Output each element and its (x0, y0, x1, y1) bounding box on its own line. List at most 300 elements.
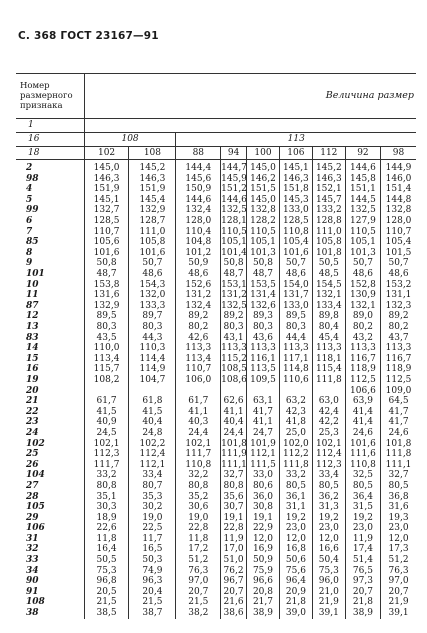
table-row (16, 502, 416, 513)
table-cell: 102,2 (129, 438, 176, 449)
table-cell: 50,8 (84, 258, 129, 269)
table-cell: 33,0 (247, 470, 280, 481)
table-cell: 152,8 (345, 280, 380, 291)
table-cell: 36,8 (381, 491, 416, 502)
table-cell: 112,3 (84, 449, 129, 460)
table-cell: 21,5 (84, 597, 129, 608)
row-number: 26 (26, 459, 39, 470)
table-row (16, 237, 416, 248)
table-row (16, 195, 416, 206)
table-cell: 114,4 (129, 354, 176, 365)
table-cell: 133,0 (279, 301, 312, 312)
table-cell: 38,2 (176, 608, 221, 619)
table-cell: 31,5 (345, 502, 380, 513)
row-number: 28 (26, 491, 39, 502)
table-cell (312, 385, 345, 396)
table-cell: 116,7 (381, 354, 416, 365)
table-cell: 131,4 (247, 290, 280, 301)
table-cell: 152,6 (176, 280, 221, 291)
table-cell: 41,8 (279, 417, 312, 428)
table-cell: 48,6 (381, 269, 416, 280)
table-cell: 132,5 (221, 205, 247, 216)
table-cell: 112,5 (381, 375, 416, 386)
table-cell: 105,1 (221, 237, 247, 248)
table-cell: 80,8 (221, 481, 247, 492)
table-cell: 38,9 (345, 608, 380, 619)
table-row (16, 205, 416, 216)
table-cell: 11,7 (129, 534, 176, 545)
table-cell: 45,4 (312, 333, 345, 344)
row-number-18: 18 (16, 147, 84, 160)
table-cell: 11,9 (345, 534, 380, 545)
table-cell: 110,3 (129, 343, 176, 354)
table-cell: 50,7 (129, 258, 176, 269)
table-cell: 110,0 (84, 343, 129, 354)
table-cell: 20,5 (84, 587, 129, 598)
row-number: 10 (26, 279, 39, 290)
table-cell: 41,5 (129, 407, 176, 418)
table-cell: 76,3 (176, 566, 221, 577)
group-113: 113 (176, 133, 416, 147)
table-cell: 111,6 (345, 449, 380, 460)
table-cell: 19,2 (312, 513, 345, 524)
table-cell: 50,9 (176, 258, 221, 269)
table-cell: 105,4 (279, 237, 312, 248)
table-cell: 62,6 (221, 396, 247, 407)
table-cell: 61,7 (176, 396, 221, 407)
table-cell: 145,8 (345, 174, 380, 185)
table-cell: 111,1 (221, 459, 247, 470)
table-row (16, 417, 416, 428)
table-row (16, 364, 416, 375)
table-cell: 131,1 (381, 290, 416, 301)
row-number: 27 (26, 480, 39, 491)
table-cell: 96,3 (129, 576, 176, 587)
table-cell: 50,7 (279, 258, 312, 269)
table-cell: 128,8 (312, 216, 345, 227)
table-cell: 19,0 (176, 513, 221, 524)
table-cell: 101,6 (84, 248, 129, 259)
table-cell: 132,1 (345, 301, 380, 312)
column-header: 108 (129, 147, 176, 160)
table-cell: 128,0 (176, 216, 221, 227)
table-cell: 151,4 (381, 184, 416, 195)
table-cell: 80,5 (345, 481, 380, 492)
table-cell: 24,4 (221, 428, 247, 439)
table-cell: 33,4 (129, 470, 176, 481)
table-cell: 48,7 (84, 269, 129, 280)
table-cell: 89,3 (247, 311, 280, 322)
table-row (16, 333, 416, 344)
table-cell: 51,4 (345, 555, 380, 566)
table-cell: 76,3 (381, 566, 416, 577)
table-cell: 38,5 (84, 608, 129, 619)
table-cell: 21,9 (381, 597, 416, 608)
table-cell (221, 385, 247, 396)
row-number: 9 (26, 258, 33, 269)
table-cell: 118,1 (312, 354, 345, 365)
table-cell: 39,1 (312, 608, 345, 619)
table-row (16, 460, 416, 471)
table-cell: 144,5 (345, 195, 380, 206)
table-cell: 101,4 (221, 247, 247, 258)
column-header: 112 (312, 147, 345, 160)
table-cell: 11,8 (84, 534, 129, 545)
table-cell: 128,5 (279, 216, 312, 227)
table-cell: 145,3 (279, 195, 312, 206)
row-number: 33 (26, 555, 39, 566)
table-cell: 101,6 (279, 248, 312, 259)
table-cell: 38,9 (247, 608, 280, 619)
table-cell: 21,7 (247, 597, 280, 608)
table-cell: 132,8 (381, 205, 416, 216)
table-cell: 20,7 (221, 587, 247, 598)
table-cell: 112,4 (312, 449, 345, 460)
table-cell: 64,5 (381, 396, 416, 407)
table-cell: 43,6 (247, 333, 280, 344)
value-title-header: Величина размер (84, 74, 416, 119)
row-number: 87 (26, 300, 39, 311)
table-cell: 112,2 (279, 449, 312, 460)
table-cell: 42,4 (312, 407, 345, 418)
table-cell: 24,8 (129, 428, 176, 439)
table-cell: 131,2 (176, 290, 221, 301)
table-cell: 105,8 (312, 237, 345, 248)
table-cell: 110,8 (176, 460, 221, 471)
table-row (16, 438, 416, 449)
table-cell: 41,7 (381, 407, 416, 418)
table-cell: 80,2 (381, 322, 416, 333)
row-number: 21 (26, 396, 39, 407)
table-cell: 110,5 (247, 227, 280, 238)
table-cell: 110,5 (221, 226, 247, 237)
table-cell: 63,0 (312, 396, 345, 407)
table-cell: 97,0 (176, 576, 221, 587)
table-cell: 48,6 (176, 269, 221, 280)
table-cell: 22,8 (176, 523, 221, 534)
table-cell: 50,5 (84, 555, 129, 566)
table-cell: 22,8 (221, 523, 247, 534)
table-row (16, 608, 416, 619)
table-cell: 101,8 (221, 438, 247, 449)
table-cell: 38,6 (221, 608, 247, 619)
table-cell: 25,3 (312, 428, 345, 439)
table-row (16, 513, 416, 524)
table-cell: 35,2 (176, 491, 221, 502)
table-cell: 108,5 (221, 364, 247, 375)
table-cell: 113,3 (247, 343, 280, 354)
table-cell: 113,3 (312, 343, 345, 354)
table-cell: 102,0 (279, 438, 312, 449)
table-cell: 105,1 (247, 237, 280, 248)
table-cell: 108,2 (84, 375, 129, 386)
table-cell: 101,5 (381, 248, 416, 259)
table-cell: 153,2 (381, 280, 416, 291)
table-row (16, 322, 416, 333)
table-cell: 132,5 (345, 205, 380, 216)
table-cell: 16,8 (279, 544, 312, 555)
table-cell: 17,4 (345, 544, 380, 555)
table-cell: 12,0 (279, 534, 312, 545)
table-cell: 20,7 (381, 587, 416, 598)
table-cell: 21,6 (221, 597, 247, 608)
size-table (16, 73, 416, 619)
row-number: 15 (26, 353, 39, 364)
table-cell: 75,3 (312, 566, 345, 577)
table-cell: 22,6 (84, 523, 129, 534)
table-cell: 50,6 (279, 555, 312, 566)
table-cell: 30,2 (129, 502, 176, 513)
column-header: 88 (176, 147, 221, 160)
row-number: 8 (26, 247, 33, 258)
row-number: 90 (26, 576, 39, 587)
table-cell: 118,9 (381, 364, 416, 375)
table-cell: 42,3 (279, 407, 312, 418)
table-row (16, 470, 416, 481)
table-cell: 19,2 (279, 513, 312, 524)
table-cell: 111,1 (381, 460, 416, 471)
table-cell: 105,6 (84, 237, 129, 248)
table-cell: 43,7 (381, 333, 416, 344)
column-header: 94 (221, 147, 247, 160)
table-cell: 110,6 (279, 375, 312, 386)
table-cell: 114,9 (129, 364, 176, 375)
table-cell: 128,1 (221, 216, 247, 227)
table-cell: 111,7 (176, 449, 221, 460)
table-cell: 110,5 (345, 227, 380, 238)
table-cell: 25,0 (279, 428, 312, 439)
table-cell: 80,4 (312, 322, 345, 333)
table-row (16, 375, 416, 386)
table-cell: 31,3 (312, 502, 345, 513)
table-cell: 145,6 (176, 174, 221, 185)
table-cell (129, 385, 176, 396)
table-cell: 22,9 (247, 523, 280, 534)
table-row (16, 280, 416, 291)
row-number-16: 16 (16, 133, 84, 147)
table-cell: 80,2 (176, 322, 221, 333)
row-label-header: Номер размерного признака (16, 74, 84, 119)
table-cell: 151,8 (279, 184, 312, 195)
table-cell (176, 385, 221, 396)
table-cell: 146,2 (247, 174, 280, 185)
table-row (16, 481, 416, 492)
row-number: 2 (26, 163, 33, 174)
table-cell: 33,2 (84, 470, 129, 481)
table-cell: 17,0 (221, 544, 247, 555)
table-cell: 19,1 (221, 513, 247, 524)
table-cell: 24,6 (381, 428, 416, 439)
table-cell: 111,8 (312, 375, 345, 386)
table-cell: 133,2 (312, 205, 345, 216)
table-cell: 51,0 (221, 555, 247, 566)
table-cell: 30,6 (176, 502, 221, 513)
table-cell: 20,7 (176, 587, 221, 598)
table-cell: 40,4 (221, 417, 247, 428)
table-cell: 145,9 (221, 173, 247, 184)
table-cell: 113,3 (176, 343, 221, 354)
row-number: 91 (26, 586, 39, 597)
table-cell (84, 385, 129, 396)
table-cell: 38,7 (129, 608, 176, 619)
table-cell: 35,6 (221, 491, 247, 502)
table-cell: 132,8 (247, 205, 280, 216)
table-cell: 22,5 (129, 523, 176, 534)
table-cell: 21,5 (129, 597, 176, 608)
table-cell: 145,4 (129, 195, 176, 206)
table-cell: 145,1 (279, 160, 312, 174)
table-cell: 75,6 (279, 566, 312, 577)
table-cell: 17,2 (176, 544, 221, 555)
table-cell: 50,7 (381, 258, 416, 269)
table-row (16, 544, 416, 555)
table-cell: 146,3 (129, 174, 176, 185)
table-cell: 63,2 (279, 396, 312, 407)
row-number: 98 (26, 173, 39, 184)
table-cell: 112,1 (129, 460, 176, 471)
table-cell: 43,2 (345, 333, 380, 344)
table-cell: 151,9 (129, 184, 176, 195)
table-cell: 16,6 (312, 544, 345, 555)
page-header: С. 368 ГОСТ 23167—91 (18, 30, 159, 42)
row-number: 83 (26, 332, 39, 343)
table-cell: 33,4 (312, 470, 345, 481)
table-cell: 43,5 (84, 333, 129, 344)
table-row (16, 576, 416, 587)
table-cell: 50,4 (312, 555, 345, 566)
table-cell: 61,7 (84, 396, 129, 407)
table-cell: 145,2 (312, 160, 345, 174)
table-cell: 113,3 (279, 343, 312, 354)
table-cell: 111,8 (279, 460, 312, 471)
table-cell: 113,4 (84, 354, 129, 365)
table-cell: 105,4 (381, 237, 416, 248)
table-cell: 12,0 (381, 534, 416, 545)
table-cell: 102,1 (312, 438, 345, 449)
table-row (16, 301, 416, 312)
table-cell: 117,1 (279, 354, 312, 365)
table-row (16, 248, 416, 259)
table-cell: 50,8 (247, 258, 280, 269)
table-cell: 96,6 (247, 576, 280, 587)
table-cell: 41,7 (247, 407, 280, 418)
table-cell: 146,3 (279, 174, 312, 185)
table-cell: 23,0 (381, 523, 416, 534)
table-cell: 151,5 (247, 184, 280, 195)
table-cell: 80,5 (279, 481, 312, 492)
table-cell: 111,9 (221, 449, 247, 460)
table-cell: 101,6 (345, 438, 380, 449)
column-header: 100 (247, 147, 280, 160)
table-cell: 112,5 (345, 375, 380, 386)
table-cell: 30,3 (84, 502, 129, 513)
table-row (16, 227, 416, 238)
table-cell: 132,6 (247, 301, 280, 312)
table-cell: 35,1 (84, 491, 129, 502)
table-cell: 17,3 (381, 544, 416, 555)
table-cell: 44,4 (279, 333, 312, 344)
table-cell: 114,8 (279, 364, 312, 375)
table-cell: 105,1 (345, 237, 380, 248)
table-cell: 35,3 (129, 491, 176, 502)
table-cell: 61,8 (129, 396, 176, 407)
table-cell: 133,4 (312, 301, 345, 312)
table-cell: 18,9 (84, 513, 129, 524)
table-row (16, 597, 416, 608)
table-row (16, 396, 416, 407)
table-cell: 144,7 (221, 160, 247, 174)
table-cell: 145,7 (312, 195, 345, 206)
table-cell: 89,5 (84, 311, 129, 322)
table-row (16, 160, 416, 174)
table-cell: 96,8 (84, 576, 129, 587)
table-cell: 101,8 (312, 248, 345, 259)
table-cell: 63,9 (345, 396, 380, 407)
table-cell: 153,1 (221, 279, 247, 290)
table-cell: 12,0 (247, 534, 280, 545)
column-header: 92 (345, 147, 380, 160)
table-cell: 63,1 (247, 396, 280, 407)
table-cell: 133,0 (279, 205, 312, 216)
table-cell: 24,7 (247, 428, 280, 439)
table-row (16, 523, 416, 534)
table-cell: 80,2 (345, 322, 380, 333)
table-cell: 111,8 (381, 449, 416, 460)
table-cell: 32,7 (381, 470, 416, 481)
table-cell: 150,9 (176, 184, 221, 195)
table-cell: 110,4 (176, 227, 221, 238)
table-cell: 113,3 (345, 343, 380, 354)
table-row (16, 354, 416, 365)
table-row (16, 449, 416, 460)
row-number-1-fill (84, 119, 416, 133)
table-cell: 106,0 (176, 375, 221, 386)
row-number: 11 (26, 290, 39, 301)
table-cell: 111,0 (129, 227, 176, 238)
table-cell: 31,6 (381, 502, 416, 513)
row-number: 102 (26, 438, 45, 449)
table-cell: 80,3 (221, 322, 247, 333)
table-cell: 89,2 (176, 311, 221, 322)
table-cell: 151,2 (221, 184, 247, 195)
row-number: 38 (26, 608, 39, 619)
table-cell: 80,5 (381, 481, 416, 492)
table-cell: 12,0 (312, 534, 345, 545)
table-row (16, 491, 416, 502)
row-number: 25 (26, 449, 39, 460)
table-cell: 19,2 (345, 513, 380, 524)
table-cell: 111,0 (312, 227, 345, 238)
table-cell: 16,5 (129, 544, 176, 555)
table-cell: 132,9 (129, 205, 176, 216)
table-row (16, 566, 416, 577)
table-cell: 154,3 (129, 280, 176, 291)
table-cell: 102,1 (84, 438, 129, 449)
table-cell (279, 385, 312, 396)
table-cell: 128,5 (84, 216, 129, 227)
table-cell: 118,9 (345, 364, 380, 375)
table-cell: 96,4 (279, 576, 312, 587)
table-cell: 20,9 (279, 587, 312, 598)
row-number: 106 (26, 523, 45, 534)
table-row (16, 184, 416, 195)
table-cell: 110,7 (84, 227, 129, 238)
table-cell: 51,2 (176, 555, 221, 566)
table-cell: 36,1 (279, 491, 312, 502)
table-cell: 19,0 (129, 513, 176, 524)
table-cell: 75,9 (247, 566, 280, 577)
table-cell: 48,6 (129, 269, 176, 280)
